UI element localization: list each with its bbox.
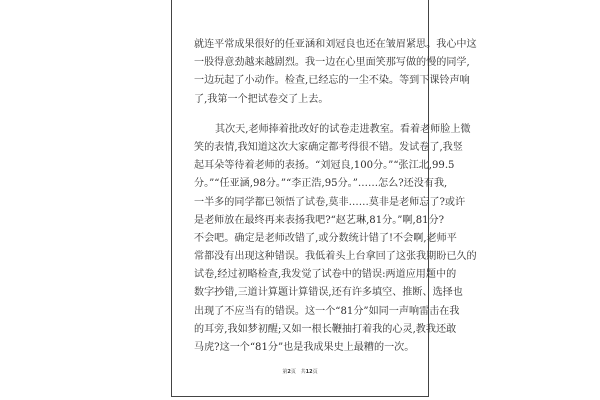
footer-page-number: 2: [287, 369, 291, 375]
paragraph-2: [194, 121, 477, 357]
text-line: 试卷,经过初略检查,我发觉了试卷中的错误:两道应用题中的: [194, 269, 457, 281]
paragraph-gap: [194, 109, 409, 121]
text-line: 是老师放在最终再来表扬我吧?“赵艺琳,81分。”啊,81分?: [194, 214, 445, 226]
text-line: 数字抄错,三道计算题计算错误,还有许多填空、推断、选择也: [194, 287, 463, 299]
page-footer: [172, 369, 428, 375]
footer-total-prefix: 共: [300, 369, 306, 375]
text-line: 常都没有出现这种错误。我低着头上台拿回了这张我期盼已久的: [194, 251, 477, 263]
text-line: 笑的表情,我知道这次大家确定都考得很不错。发试卷了,我竖: [194, 141, 463, 153]
text-line: 其次天,老师捧着批改好的试卷走进教室。看着老师脸上微: [215, 123, 471, 135]
text-line: 起耳朵等待着老师的表扬。“刘冠良,100分。”“张江北,99.5: [194, 160, 455, 172]
footer-total-suffix: 页: [312, 369, 318, 375]
document-page: [171, 0, 477, 397]
text-line: 的耳旁,我如梦初醒;又如一根长鞭抽打着我的心灵,教我还敢: [194, 323, 457, 335]
footer-total-pages: 12: [305, 369, 313, 375]
footer-page-suffix: 页: [290, 369, 296, 375]
text-line: 不会吧。确定是老师改错了,或分数统计错了!不会啊,老师平: [194, 232, 457, 244]
text-line: 出现了不应当有的错误。这一个“81分”如同一声响雷击在我: [194, 305, 460, 317]
text-line: 马虎?这一个“81分”也是我成果史上最糟的一次。: [194, 342, 415, 353]
text-line: 一股得意劲越来越剧烈。我一边在心里面笑那写做的慢的同学,: [194, 57, 470, 69]
text-line: 一边玩起了小动作。检查,已经忘的一尘不染。等到下课铃声响: [194, 75, 470, 87]
text-line: 分。”“任亚涵,98分。”“李正浩,95分。”……怎么?还没有我,: [194, 178, 448, 190]
text-line: 了,我第一个把试卷交了上去。: [194, 93, 329, 105]
text-line: 一半多的同学都已领悟了试卷,莫非……莫非是老师忘了?或许: [194, 196, 466, 208]
footer-prefix: 第: [282, 369, 288, 375]
paragraph-1: [194, 36, 477, 109]
text-line: 就连平常成果很好的任亚涵和刘冠良也还在皱眉紧思。我心中这: [194, 39, 477, 50]
document-body: [194, 36, 477, 357]
